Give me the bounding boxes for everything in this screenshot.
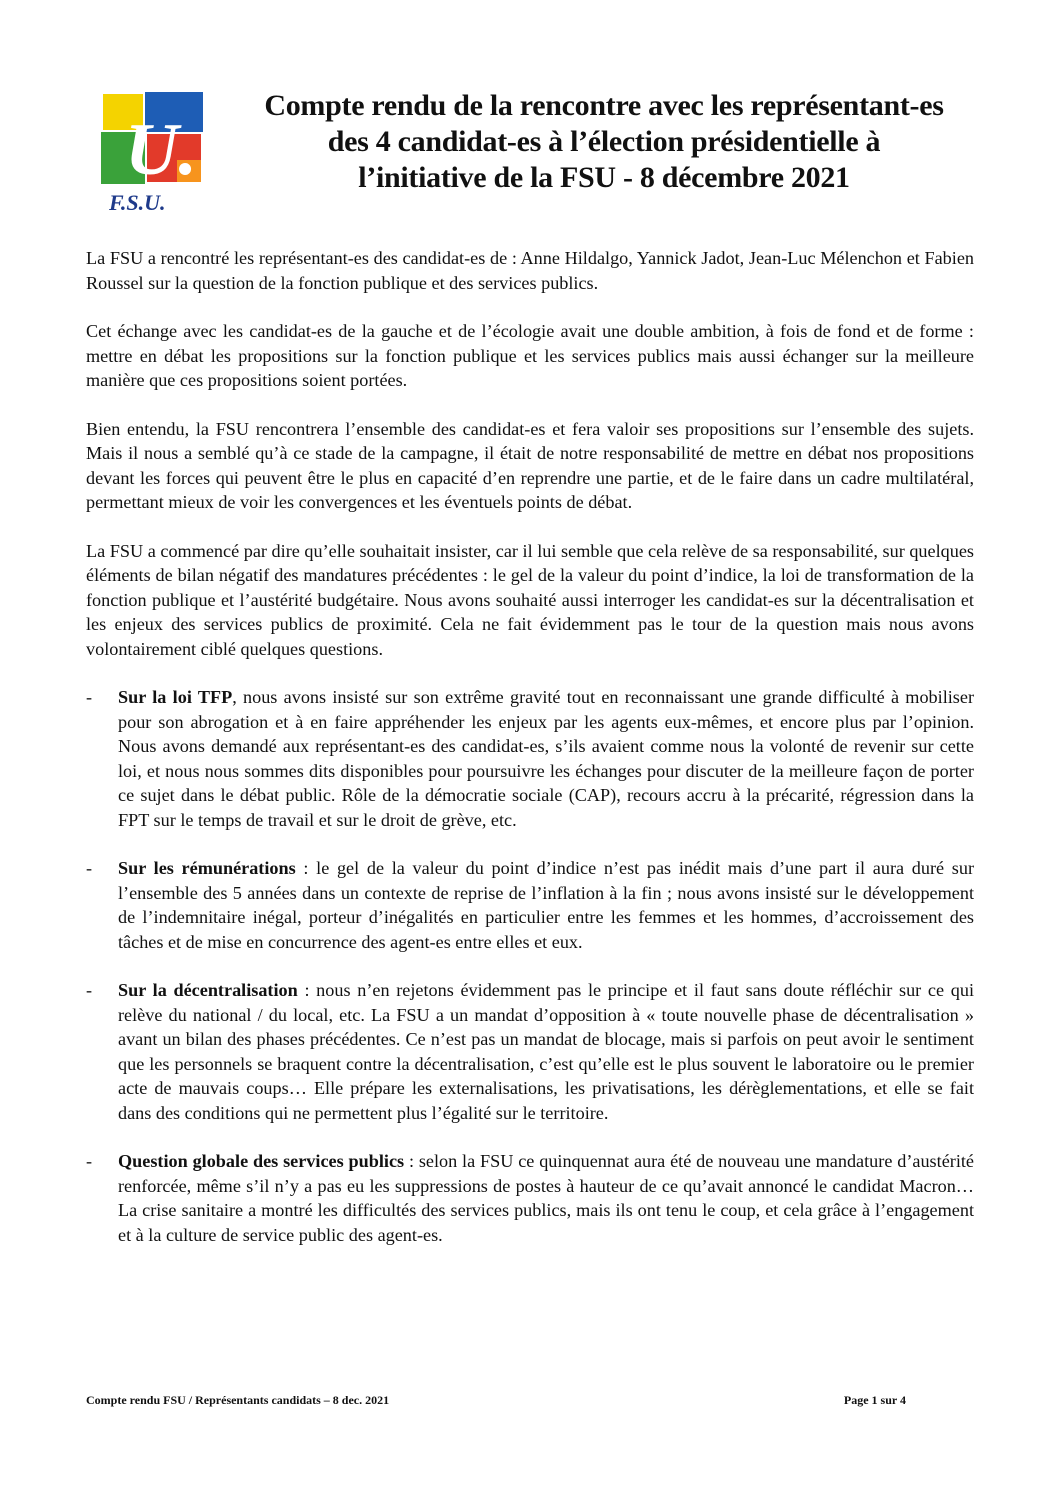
fsu-logo	[97, 88, 207, 214]
topics-list	[86, 685, 974, 1247]
list-dash: -	[86, 980, 93, 1000]
item-heading: Sur la loi TFP	[118, 687, 233, 707]
list-dash: -	[86, 1151, 93, 1171]
item-heading: Sur les rémunérations	[118, 858, 296, 878]
title-line-2: des 4 candidat-es à l’élection présidentielle à	[327, 125, 881, 158]
paragraph-context: Bien entendu, la FSU rencontrera l’ensemble des candidat-es et fera valoir ses propositions sur l’ensemble des sujets. Mais il nous a semblé qu’à ce stade de la campagne, il était de notre responsabilité de mettre en débat nos propositions devant les forces qui peuvent être le plus en capacité d’en reprendre une partie, et de le faire dans un cadre multilatéral, permettant mieux de voir les convergences et les éventuels points de débat.	[86, 418, 974, 512]
logo-caption: F.S.U.	[109, 190, 166, 214]
list-item-decentralisation	[86, 978, 974, 1125]
item-text: : le gel de la valeur du point d’indice n’est pas inédit mais d’une part il aura duré sur l’ensemble des 5 années dans un contexte de reprise de l’inflation à la fin ; nous avons insisté sur le développement de l’indemnitaire inégal, porteur d’inégalités en particulier entre les femmes et les hommes, d’accroissement des tâches et de mise en concurrence des agent-es entre elles et eux.	[118, 858, 975, 952]
document-title	[214, 88, 994, 196]
paragraph-bilan: La FSU a commencé par dire qu’elle souhaitait insister, car il lui semble que cela relève de sa responsabilité, sur quelques éléments de bilan négatif des mandatures précédentes : le gel de la valeur du point d’indice, la loi de transformation de la fonction publique et l’austérité budgétaire. Nous avons souhaité aussi interroger les candidat-es sur la décentralisation et les enjeux des services publics de proximité. Cela ne fait évidemment pas le tour de la question mais nous avons volontairement ciblé quelques questions.	[86, 540, 974, 659]
list-item-services-publics	[86, 1149, 974, 1247]
item-heading: Question globale des services publics	[118, 1151, 405, 1171]
list-item-remunerations	[86, 856, 974, 954]
list-item-loi-tfp	[86, 685, 974, 832]
document-body	[86, 246, 974, 1271]
item-heading: Sur la décentralisation	[118, 980, 298, 1000]
title-line-1: Compte rendu de la rencontre avec les représentant-es	[264, 89, 944, 122]
footer-document-ref: Compte rendu FSU / Représentants candidats – 8 dec. 2021	[86, 1393, 390, 1407]
item-text: : selon la FSU ce quinquennat aura été de nouveau une mandature d’austérité renforcée, même s’il n’y a pas eu les suppressions de postes à hauteur de ce qu’avait annoncé le candidat Macron… La crise sanitaire a montré les difficultés des services publics, mais ils ont tenu le coup, et cela grâce à l’engagement et à la culture de service public des agent-es.	[118, 1151, 975, 1245]
paragraph-intro: La FSU a rencontré les représentant-es des candidat-es de : Anne Hildalgo, Yannick Jadot, Jean-Luc Mélenchon et Fabien Roussel sur la question de la fonction publique et des services publics.	[86, 248, 974, 293]
list-dash: -	[86, 858, 93, 878]
title-line-3: l’initiative de la FSU - 8 décembre 2021	[358, 161, 850, 194]
footer-page-number: Page 1 sur 4	[843, 1393, 906, 1407]
page-footer	[86, 1393, 906, 1408]
logo-letter: U.	[125, 109, 197, 191]
fsu-logo-graphic	[97, 88, 207, 214]
list-dash: -	[86, 687, 93, 707]
paragraph-ambition: Cet échange avec les candidat-es de la gauche et de l’écologie avait une double ambition, à fois de fond et de forme : mettre en débat les propositions sur la fonction publique et les services publics mais aussi échanger sur la meilleure manière que ces propositions soient portées.	[86, 321, 974, 390]
item-text: , nous avons insisté sur son extrême gravité tout en reconnaissant une grande difficulté à mobiliser pour son abrogation et à en faire appréhender les enjeux par les agents eux-mêmes, et encore plus par l’opinion. Nous avons demandé aux représentant-es des candidat-es, s’ils avaient comme nous la volonté de revenir sur cette loi, et nous nous sommes dits disponibles pour poursuivre les échanges pour discuter de la meilleure façon de porter ce sujet dans le débat public. Rôle de la démocratie sociale (CAP), recours accru à la précarité, régression dans la FPT sur le temps de travail et sur le droit de grève, etc.	[118, 687, 975, 830]
item-text: : nous n’en rejetons évidemment pas le principe et il faut sans doute réfléchir sur ce qui relève du national / du local, etc. La FSU a un mandat d’opposition à « toute nouvelle phase de décentralisation » avant un bilan des phases précédentes. Ce n’est pas un mandat de blocage, mais si parfois on peut avoir le sentiment que les personnels se braquent contre la décentralisation, c’est qu’elle est le plus souvent le laboratoire ou le premier acte de mauvais coups… Elle prépare les externalisations, les privatisations, les dérèglementations, et elle se fait dans des conditions qui ne permettent plus l’égalité sur le territoire.	[118, 980, 974, 1123]
